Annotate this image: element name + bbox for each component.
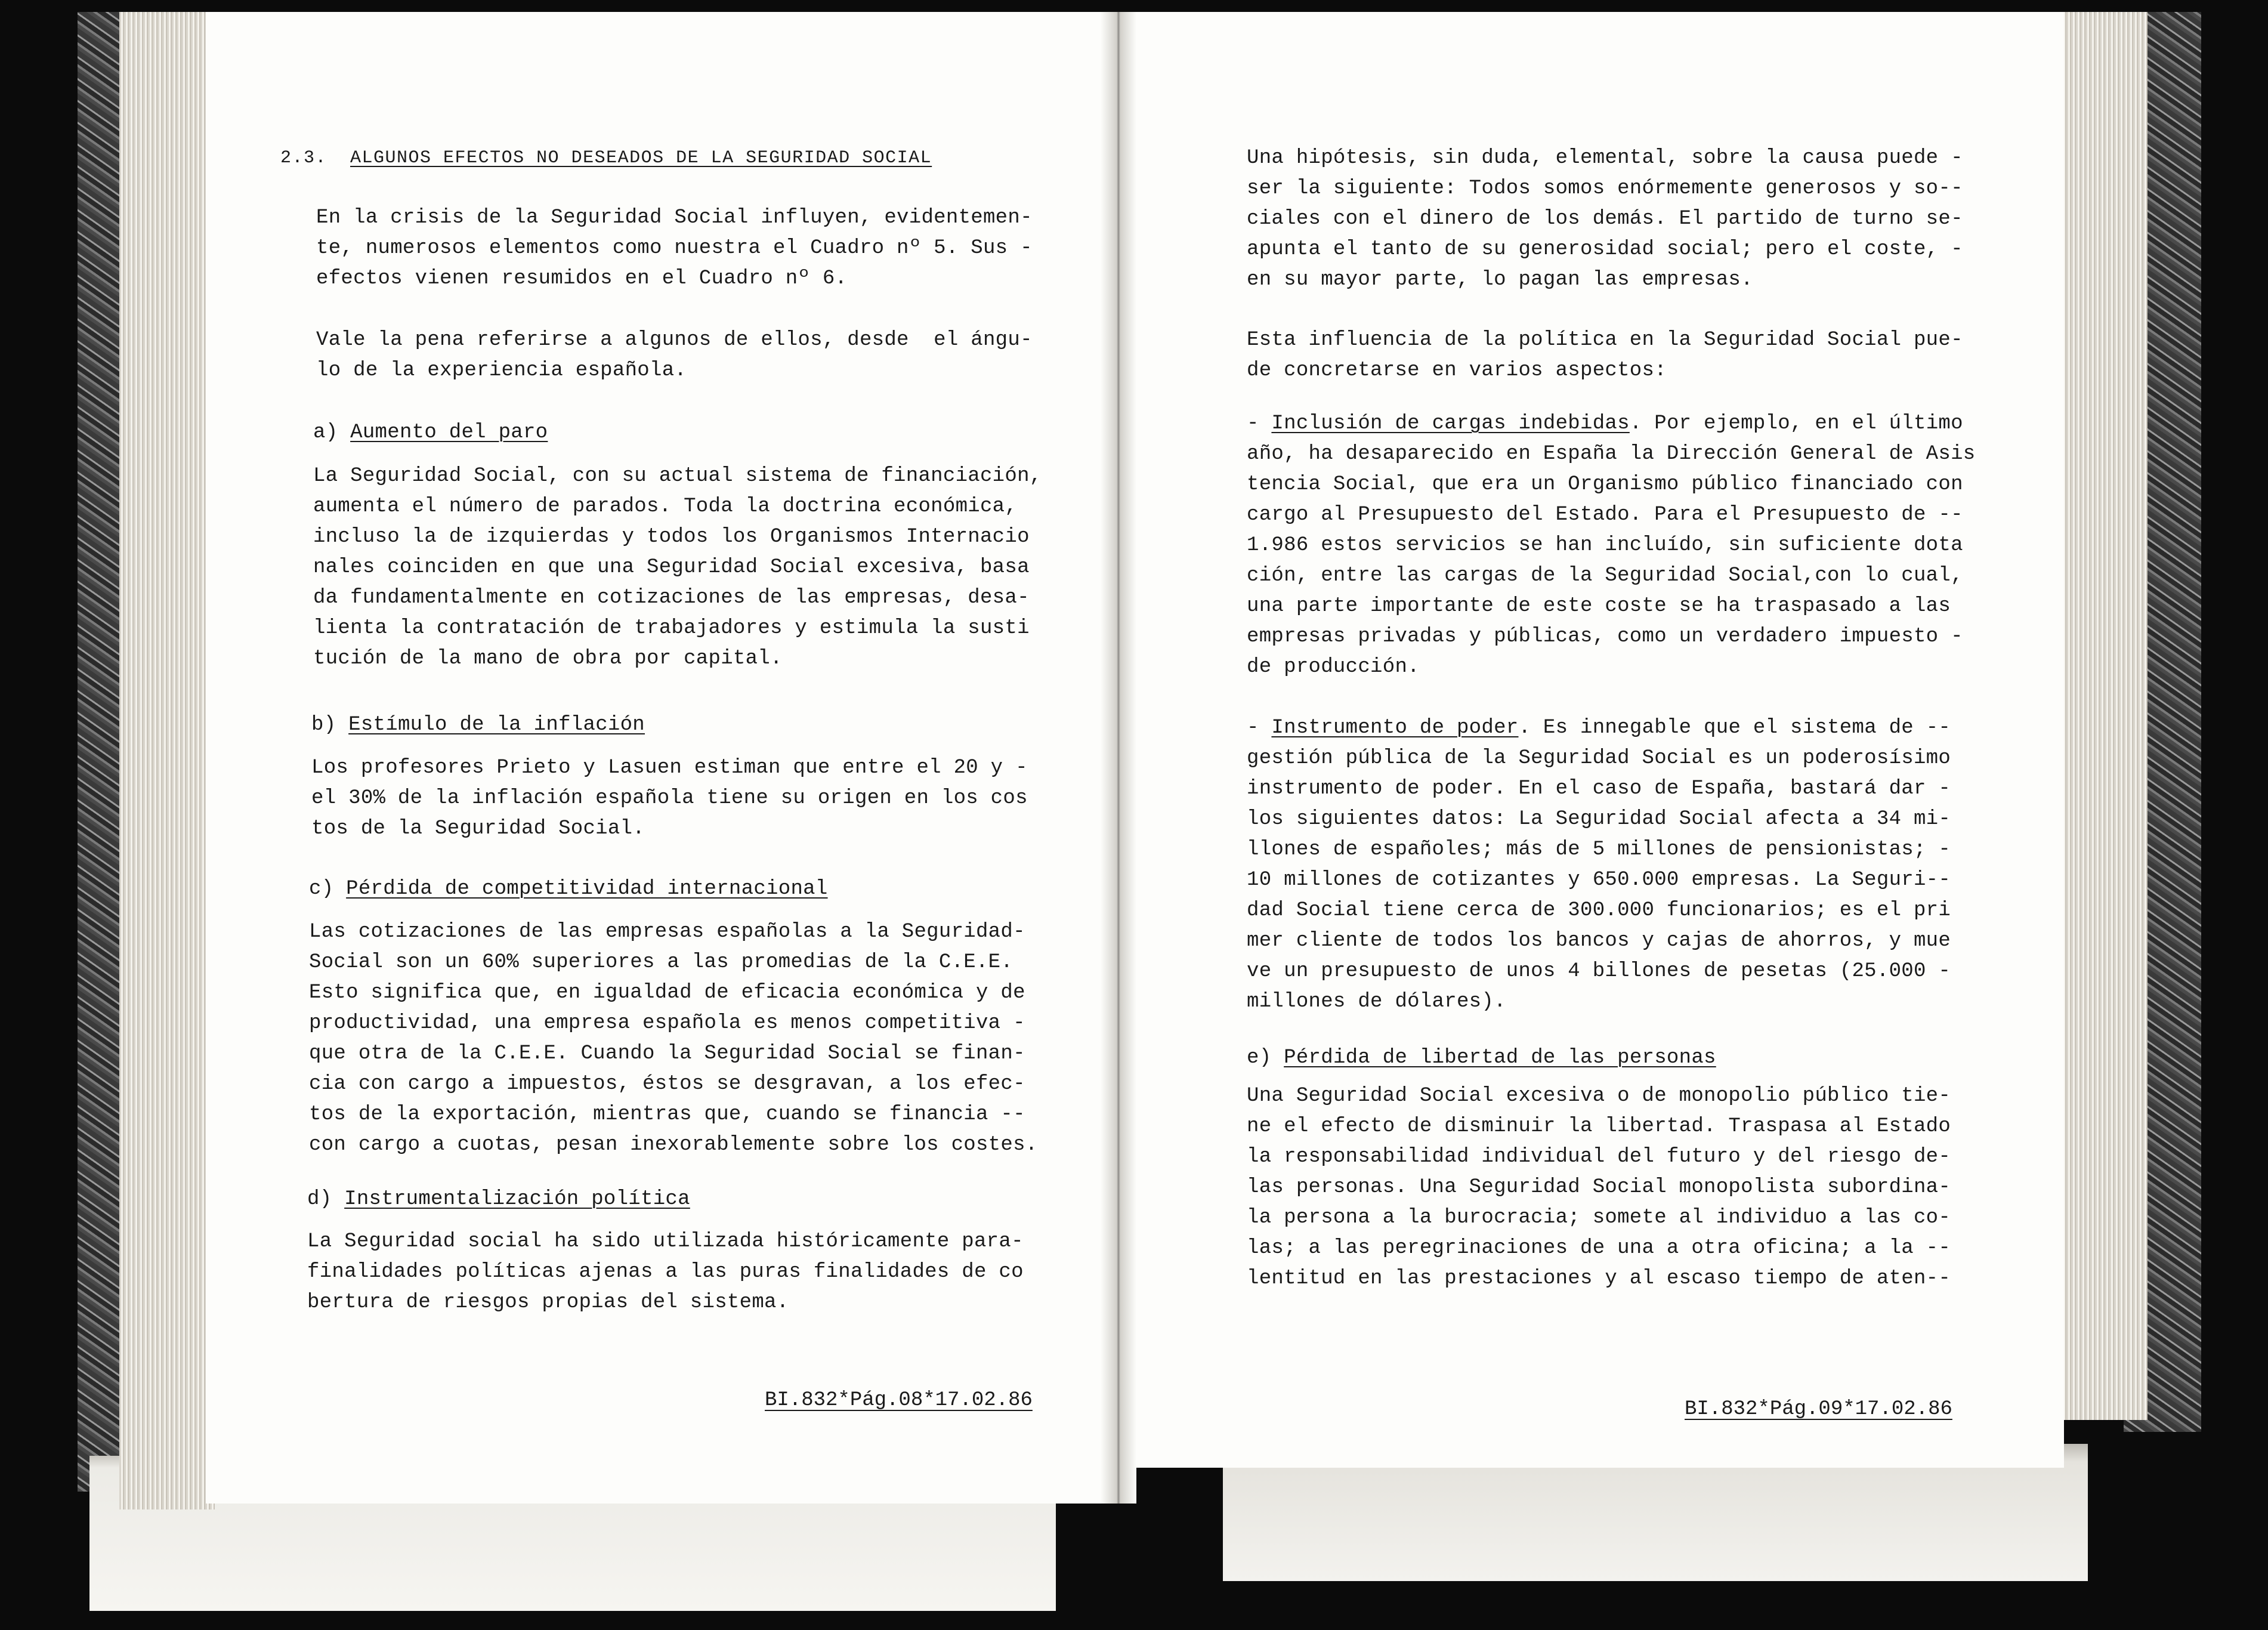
section-title: ALGUNOS EFECTOS NO DESEADOS DE LA SEGURIDAD SOCIAL [350,148,932,168]
subheading-a [313,418,548,448]
subheading-e-title: Pérdida de libertad de las personas [1284,1046,1716,1069]
subheading-c [309,874,828,904]
text-line: te, numerosos elementos como nuestra el Cuadro nº 5. Sus - [316,237,1033,260]
subheading-e-prefix: e) [1247,1046,1284,1069]
subheading-b-title: Estímulo de la inflación [348,714,645,736]
item-inclusion [1247,409,1963,439]
text-line: Una Seguridad Social excesiva o de monopolio público tie- [1247,1085,1951,1107]
text-line: Los profesores Prieto y Lasuen estiman que entre el 20 y - [311,757,1028,779]
subheading-d-title: Instrumentalización política [344,1188,690,1211]
text-line: Esta influencia de la política en la Seguridad Social pue- [1247,329,1963,351]
text-line: La Seguridad social ha sido utilizada históricamente para- [307,1230,1024,1253]
text-line: ciales con el dinero de los demás. El partido de turno se- [1247,208,1963,230]
text-line: la responsabilidad individual del futuro y del riesgo de- [1247,1146,1951,1168]
text-line: 1.986 estos servicios se han incluído, sin suficiente dota [1247,534,1963,557]
text-line: ve un presupuesto de unos 4 billones de pesetas (25.000 - [1247,960,1951,983]
text-line: En la crisis de la Seguridad Social influyen, evidentemen- [316,206,1033,229]
subheading-b-prefix: b) [311,714,349,736]
item-inclusion-prefix: - [1247,412,1272,435]
text-line: cargo al Presupuesto del Estado. Para el Presupuesto de -- [1247,504,1963,526]
subheading-c-title: Pérdida de competitividad internacional [346,878,828,900]
text-line: ne el efecto de disminuir la libertad. Traspasa al Estado [1247,1115,1951,1138]
text-line: de concretarse en varios aspectos: [1247,359,1667,382]
text-line: en su mayor parte, lo pagan las empresas. [1247,268,1753,291]
text-line: productividad, una empresa española es menos competitiva - [309,1012,1025,1035]
left-page-footer: BI.832*Pág.08*17.02.86 [765,1389,1033,1412]
text-line: tos de la Seguridad Social. [311,817,645,840]
subheading-c-prefix: c) [309,878,347,900]
text-line: finalidades políticas ajenas a las puras finalidades de co [307,1261,1024,1283]
item-poder-title: Instrumento de poder [1271,717,1519,739]
text-line: nales coinciden en que una Seguridad Social excesiva, basa [313,556,1030,579]
text-line: aumenta el número de parados. Toda la doctrina económica, [313,495,1018,518]
text-line: de producción. [1247,656,1420,678]
text-line: empresas privadas y públicas, como un verdadero impuesto - [1247,625,1963,648]
subheading-a-title: Aumento del paro [350,421,548,444]
subheading-a-prefix: a) [313,421,351,444]
item-inclusion-first-line: . Por ejemplo, en el último [1629,412,1963,435]
text-line: con cargo a cuotas, pesan inexorablemente sobre los costes. [309,1134,1038,1156]
item-poder [1247,713,1951,743]
text-line: los siguientes datos: La Seguridad Social afecta a 34 mi- [1247,808,1951,831]
text-line: que otra de la C.E.E. Cuando la Seguridad Social se finan- [309,1042,1025,1065]
right-page-footer: BI.832*Pág.09*17.02.86 [1685,1398,1952,1421]
text-line: la persona a la burocracia; somete al individuo a las co- [1247,1206,1951,1229]
text-line: ción, entre las cargas de la Seguridad Social,con lo cual, [1247,564,1963,587]
text-line: incluso la de izquierdas y todos los Organismos Internacio [313,526,1030,548]
text-line: millones de dólares). [1247,990,1506,1013]
subheading-b [311,710,645,740]
text-line: llones de españoles; más de 5 millones de pensionistas; - [1247,838,1951,861]
text-line: una parte importante de este coste se ha traspasado a las [1247,595,1951,618]
text-line: lienta la contratación de trabajadores y estimula la susti [313,617,1030,640]
left-page-text [280,0,1042,1314]
text-line: mer cliente de todos los bancos y cajas de ahorros, y mue [1247,930,1951,952]
text-line: el 30% de la inflación española tiene su origen en los cos [311,787,1028,810]
text-line: Vale la pena referirse a algunos de ellos, desde el ángu- [316,329,1033,351]
text-line: las personas. Una Seguridad Social monopolista subordina- [1247,1176,1951,1199]
text-line: Esto significa que, en igualdad de eficacia económica y de [309,981,1025,1004]
text-line: instrumento de poder. En el caso de España, bastará dar - [1247,777,1951,800]
text-line: año, ha desaparecido en España la Dirección General de Asis [1247,443,1976,465]
text-line: tos de la exportación, mientras que, cuando se financia -- [309,1103,1025,1126]
text-line: lo de la experiencia española. [316,359,687,382]
text-line: bertura de riesgos propias del sistema. [307,1291,789,1314]
text-line: tencia Social, que era un Organismo público financiado con [1247,473,1963,496]
section-heading [280,143,932,174]
item-poder-first-line: . Es innegable que el sistema de -- [1518,717,1951,739]
text-line: lentitud en las prestaciones y al escaso tiempo de aten-- [1247,1267,1951,1290]
text-line: dad Social tiene cerca de 300.000 funcionarios; es el pri [1247,899,1951,922]
text-line: da fundamentalmente en cotizaciones de las empresas, desa- [313,586,1030,609]
text-line: Una hipótesis, sin duda, elemental, sobre la causa puede - [1247,147,1963,169]
right-page-edges [2052,12,2148,1420]
text-line: Social son un 60% superiores a las promedias de la C.E.E. [309,951,1014,974]
text-line: ser la siguiente: Todos somos enórmemente generosos y so-- [1247,177,1963,200]
subheading-e [1247,1043,1716,1073]
item-poder-prefix: - [1247,717,1272,739]
item-inclusion-title: Inclusión de cargas indebidas [1271,412,1630,435]
text-line: efectos vienen resumidos en el Cuadro nº 6. [316,267,848,290]
text-line: las; a las peregrinaciones de una a otra oficina; a la -- [1247,1237,1951,1259]
text-line: Las cotizaciones de las empresas españolas a la Seguridad- [309,921,1025,943]
text-line: tución de la mano de obra por capital. [313,647,783,670]
text-line: apunta el tanto de su generosidad social; pero el coste, - [1247,238,1963,261]
section-number: 2.3. [280,148,327,168]
subheading-d [307,1184,690,1215]
text-line: gestión pública de la Seguridad Social es un poderosísimo [1247,747,1951,770]
text-line: cia con cargo a impuestos, éstos se desgravan, a los efec- [309,1073,1025,1095]
right-page-text [1247,0,1976,1290]
text-line: 10 millones de cotizantes y 650.000 empresas. La Seguri-- [1247,869,1951,891]
subheading-d-prefix: d) [307,1188,345,1211]
book-gutter [1101,12,1136,1504]
left-page-edges [119,12,215,1509]
text-line: La Seguridad Social, con su actual sistema de financiación, [313,465,1042,487]
